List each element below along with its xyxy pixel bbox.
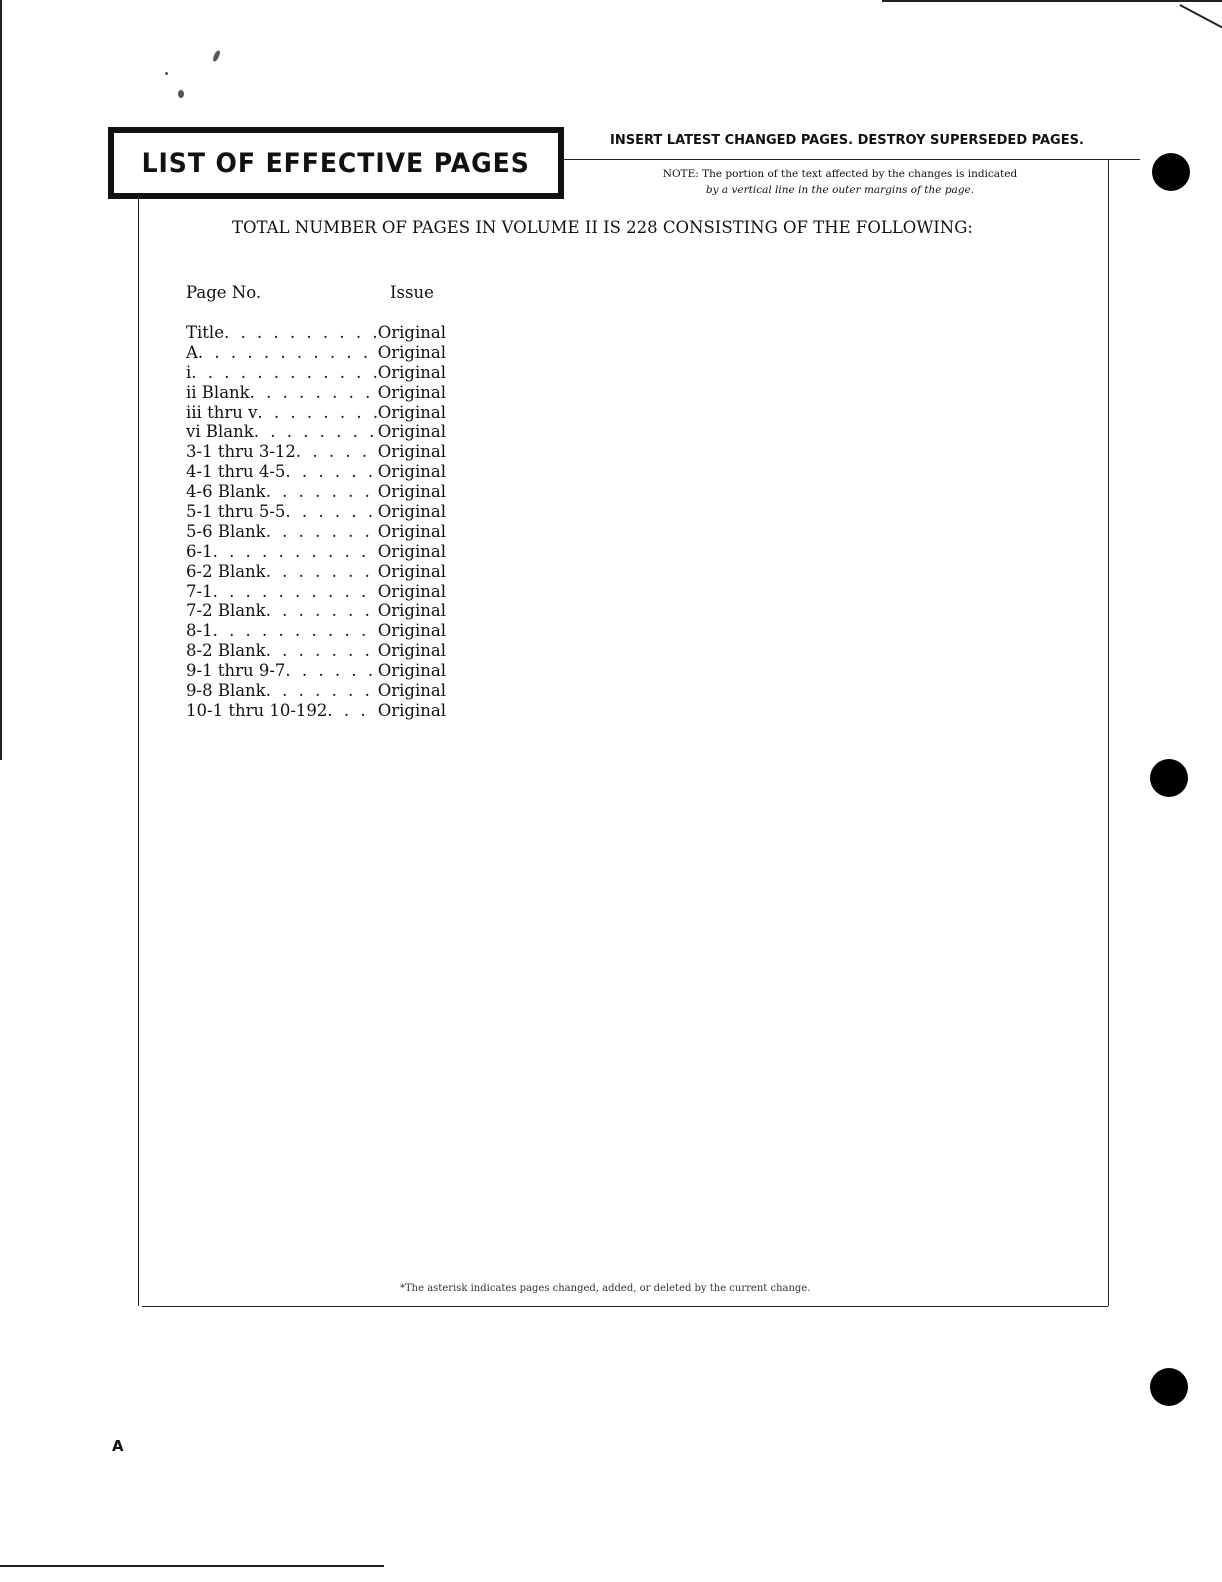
leader-dots: [266, 562, 378, 581]
issue-value: Original: [377, 502, 446, 522]
column-header-issue: Issue: [390, 283, 434, 302]
leader-dots: [285, 462, 377, 481]
page-title: LIST OF EFFECTIVE PAGES: [141, 147, 531, 179]
page-number: 10-1 thru 10-192: [186, 700, 328, 720]
leader-dots: [198, 343, 378, 362]
page-number: ii Blank: [186, 382, 250, 402]
leader-dots: [296, 442, 378, 461]
issue-value: Original: [377, 601, 446, 621]
page-number: 8-2 Blank: [186, 641, 266, 661]
issue-value: Original: [377, 521, 446, 541]
issue-value: Original: [377, 362, 446, 382]
insert-instruction: INSERT LATEST CHANGED PAGES. DESTROY SUPERSEDED PAGES.: [610, 133, 1084, 148]
list-item: [186, 701, 446, 721]
leader-dots: [266, 601, 378, 620]
scan-edge-bottom: [0, 1565, 384, 1567]
binder-hole-top: [1152, 153, 1190, 191]
issue-value: Original: [377, 422, 446, 442]
page-number: i: [186, 362, 192, 382]
issue-value: Original: [377, 382, 446, 402]
leader-dots: [266, 482, 378, 501]
page-number: 9-1 thru 9-7: [186, 661, 286, 681]
note-line-1: NOTE: The portion of the text affected by the changes is indicated: [662, 168, 1018, 180]
list-item: [186, 502, 446, 522]
leader-dots: [213, 542, 378, 561]
change-note: [620, 166, 1060, 198]
list-item: [186, 661, 446, 681]
leader-dots: [266, 681, 378, 700]
leader-dots: [285, 502, 377, 521]
list-item: [186, 442, 446, 462]
list-item: [186, 343, 446, 363]
page-number: iii thru v: [186, 402, 258, 422]
total-pages-summary: TOTAL NUMBER OF PAGES IN VOLUME II IS 228 CONSISTING OF THE FOLLOWING:: [232, 218, 973, 237]
leader-dots: [224, 323, 378, 342]
page-number: 7-1: [186, 581, 213, 601]
issue-value: Original: [377, 581, 446, 601]
scan-edge-left: [0, 0, 2, 760]
issue-value: Original: [377, 661, 446, 681]
leader-dots: [213, 582, 378, 601]
list-item: [186, 522, 446, 542]
note-line-2: by a vertical line in the outer margins of the page.: [705, 184, 975, 196]
list-item: [186, 482, 446, 502]
speck: [178, 90, 184, 98]
issue-value: Original: [377, 621, 446, 641]
issue-value: Original: [377, 323, 446, 342]
page-number: Title: [186, 323, 224, 342]
list-item: [186, 462, 446, 482]
leader-dots: [254, 422, 378, 441]
leader-dots: [250, 383, 378, 402]
issue-value: Original: [377, 561, 446, 581]
list-item: [186, 323, 446, 343]
column-header-page-no: Page No.: [186, 283, 262, 302]
page-number-footer: A: [112, 1437, 124, 1455]
issue-value: Original: [377, 641, 446, 661]
issue-value: Original: [377, 442, 446, 462]
frame-right-rule: [1108, 159, 1109, 1306]
issue-value: Original: [377, 541, 446, 561]
list-item: [186, 582, 446, 602]
binder-hole-middle: [1150, 759, 1188, 797]
leader-dots: [213, 621, 378, 640]
leader-dots: [285, 661, 377, 680]
binder-hole-bottom: [1150, 1368, 1188, 1406]
speck: [165, 72, 168, 75]
list-item: [186, 641, 446, 661]
page-number: 3-1 thru 3-12: [186, 442, 296, 462]
list-item: [186, 601, 446, 621]
page-number: 9-8 Blank: [186, 681, 266, 701]
frame-top-rule: [564, 159, 1140, 160]
list-item: [186, 542, 446, 562]
list-item: [186, 681, 446, 701]
page-number: 5-1 thru 5-5: [186, 502, 286, 522]
page-number: 6-1: [186, 541, 213, 561]
list-item: [186, 403, 446, 423]
effective-pages-list: [186, 323, 446, 721]
leader-dots: [257, 403, 377, 422]
list-item: [186, 621, 446, 641]
page-number: 7-2 Blank: [186, 601, 266, 621]
scan-edge-top: [882, 0, 1222, 2]
page-number: 4-1 thru 4-5: [186, 462, 286, 482]
list-item: [186, 363, 446, 383]
list-item: [186, 422, 446, 442]
page-number: A: [186, 342, 198, 362]
frame-left-rule: [138, 199, 139, 1306]
page-number: 6-2 Blank: [186, 561, 266, 581]
page-number: 4-6 Blank: [186, 482, 266, 502]
page-number: 5-6 Blank: [186, 521, 266, 541]
issue-value: Original: [377, 700, 446, 720]
issue-value: Original: [377, 342, 446, 362]
issue-value: Original: [377, 402, 446, 422]
list-item: [186, 383, 446, 403]
title-box: [108, 127, 564, 199]
leader-dots: [191, 363, 377, 382]
leader-dots: [266, 641, 378, 660]
speck: [212, 50, 222, 63]
issue-value: Original: [377, 681, 446, 701]
list-item: [186, 562, 446, 582]
frame-bottom-rule: [142, 1306, 1108, 1307]
scan-corner-mark: [1180, 4, 1222, 28]
leader-dots: [327, 701, 377, 720]
page-number: 8-1: [186, 621, 213, 641]
issue-value: Original: [377, 482, 446, 502]
asterisk-footnote: *The asterisk indicates pages changed, added, or deleted by the current change.: [400, 1283, 811, 1294]
page-number: vi Blank: [186, 422, 254, 442]
leader-dots: [266, 522, 378, 541]
issue-value: Original: [377, 462, 446, 482]
